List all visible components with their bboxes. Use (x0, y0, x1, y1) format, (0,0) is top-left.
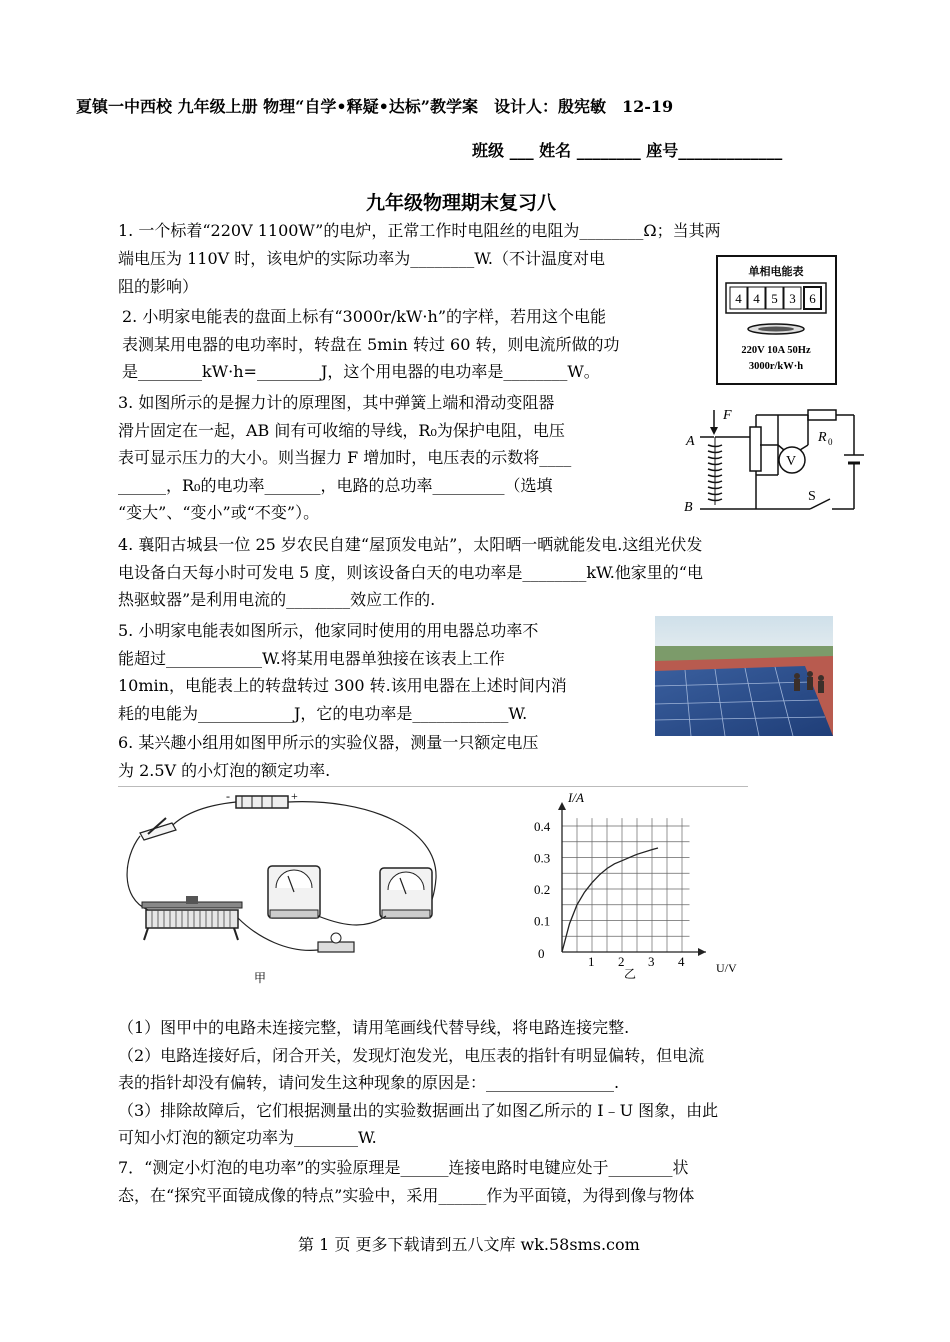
x-axis-label: U/V (716, 961, 737, 975)
text-line: 耗的电能为____________J，它的电功率是____________W. (118, 703, 528, 723)
text-line: 1. 一个标着“220V 1100W”的电炉，正常工作时电阻丝的电阻为________Ω；当其两 (118, 221, 721, 240)
rheostat-icon (750, 427, 761, 471)
text-line: 可知小灯泡的额定功率为________W. (118, 1128, 377, 1147)
y-tick-label: 0.4 (534, 819, 551, 834)
label-a: A (686, 434, 695, 449)
text-line: （1）图甲中的电路未连接完整，请用笔画线代替导线，将电路连接完整. (118, 1018, 630, 1037)
meter-digit: 6 (809, 291, 816, 306)
text-line: 为 2.5V 的小灯泡的额定功率. (118, 760, 331, 780)
text-line: 表可显示压力的大小。则当握力 F 增加时，电压表的示数将____ (118, 448, 572, 467)
label-v: V (786, 454, 797, 469)
x-tick-label: 4 (678, 954, 685, 969)
text-line: 滑片固定在一起，AB 间有可收缩的导线，R₀为保护电阻，电压 (118, 420, 565, 440)
ammeter-icon (380, 868, 432, 918)
page-title: 九年级物理期末复习八 (366, 192, 557, 214)
solar-roof-photo (655, 616, 833, 736)
voltmeter-icon (268, 866, 320, 918)
x-tick-label: 3 (648, 954, 655, 969)
header-line: 夏镇一中西校 九年级上册 物理“自学•释疑•达标”教学案 设计人：殷宪敏 12-19 (76, 97, 674, 116)
meter-digit: 3 (789, 291, 796, 306)
meter-digits (730, 287, 821, 309)
grip-circuit-diagram (680, 405, 866, 520)
text-line: 表测某用电器的电功率时，转盘在 5min 转过 60 转，则电流所做的功 (122, 334, 620, 354)
text-line: ______，R₀的电功率_______，电路的总功率_________（选填 (118, 475, 553, 495)
battery-minus: - (226, 789, 230, 803)
text-line: “变大”、“变小”或“不变”）。 (118, 503, 320, 522)
text-line: 端电压为 110V 时，该电炉的实际功率为________W.（不计温度对电 (118, 249, 606, 268)
question-6-parts (118, 1014, 718, 1152)
label-s: S (808, 489, 816, 504)
meter-digit: 4 (735, 291, 742, 306)
question-5 (118, 617, 567, 727)
electric-meter-image (716, 255, 837, 385)
text-line: 热驱蚊器”是利用电流的________效应工作的. (118, 590, 436, 609)
y-tick-label: 0.2 (534, 882, 551, 897)
question-1 (118, 217, 721, 245)
label-r0: R (818, 430, 827, 445)
resistor-r0-icon (808, 410, 836, 420)
text-line: （3）排除故障后，它们根据测量出的实验数据画出了如图乙所示的 I﹣U 图象，由此 (118, 1100, 719, 1120)
y-axis-label: I/A (568, 790, 584, 805)
text-line: 4. 襄阳古城县一位 25 岁农民自建“屋顶发电站”，太阳晒一晒就能发电.这组光伏发 (118, 535, 703, 554)
meter-digit: 5 (771, 291, 778, 306)
meter-digit: 4 (753, 291, 760, 306)
y-tick-label: 0.1 (534, 913, 551, 929)
text-line: 5. 小明家电能表如图所示，他家同时使用的用电器总功率不 (118, 621, 539, 640)
question-2 (122, 303, 619, 386)
electric-meter-icon (718, 257, 835, 383)
text-line: 是________kW·h=________J，这个用电器的电功率是________W。 (122, 362, 600, 381)
x-axis-arrow (698, 948, 706, 956)
text-line: 电设备白天每小时可发电 5 度，则该设备白天的电功率是________kW.他家里的“电 (118, 562, 703, 582)
question-1-cont (118, 245, 605, 300)
text-line: 7．“测定小灯泡的电功率”的实验原理是______连接电路时电键应处于________状 (118, 1158, 689, 1177)
page-footer: 第 1 页 更多下载请到五八文库 wk.58sms.com (298, 1235, 640, 1254)
label-b: B (684, 500, 693, 515)
text-line: 阻的影响） (118, 276, 199, 296)
question-3 (118, 389, 571, 527)
question-6 (118, 729, 538, 784)
figure-caption-jia: 甲 (254, 971, 267, 985)
figure-jia-apparatus (118, 788, 458, 988)
text-line: 6. 某兴趣小组用如图甲所示的实验仪器，测量一只额定电压 (118, 733, 539, 752)
x-tick-label: 2 (618, 954, 625, 969)
text-line: 10min，电能表上的转盘转过 300 转.该用电器在上述时间内消 (118, 676, 567, 695)
meter-rate: 3000r/kW·h (748, 361, 804, 372)
student-info-line: 班级 ___ 姓名 ________ 座号_____________ (472, 141, 783, 160)
text-line: 态，在“探究平面镜成像的特点”实验中，采用______作为平面镜，为得到像与物体 (118, 1185, 695, 1205)
meter-spec: 220V 10A 50Hz (741, 345, 811, 356)
y-tick-label: 0.3 (534, 850, 551, 866)
question-4 (118, 531, 703, 614)
question-7 (118, 1154, 694, 1209)
text-line: （2）电路连接好后，闭合开关，发现灯泡发光，电压表的指针有明显偏转，但电流 (118, 1045, 705, 1065)
battery-plus: + (291, 789, 298, 803)
text-line: 3. 如图所示的是握力计的原理图，其中弹簧上端和滑动变阻器 (118, 393, 555, 412)
text-line: 2. 小明家电能表的盘面上标有“3000r/kW·h”的字样，若用这个电能 (122, 307, 607, 326)
y-axis-arrow (558, 802, 566, 810)
text-line: 表的指针却没有偏转，请问发生这种现象的原因是：________________. (118, 1073, 620, 1092)
figure-caption-yi: 乙 (624, 967, 637, 981)
text-line: 能超过____________W.将某用电器单独接在该表上工作 (118, 648, 505, 668)
x-tick-label: 0 (538, 946, 545, 961)
figure-yi-iu-chart (526, 786, 756, 992)
label-r0-sub: 0 (828, 437, 833, 447)
meter-title: 单相电能表 (748, 266, 804, 278)
x-tick-label: 1 (588, 954, 595, 969)
label-f: F (723, 408, 732, 423)
